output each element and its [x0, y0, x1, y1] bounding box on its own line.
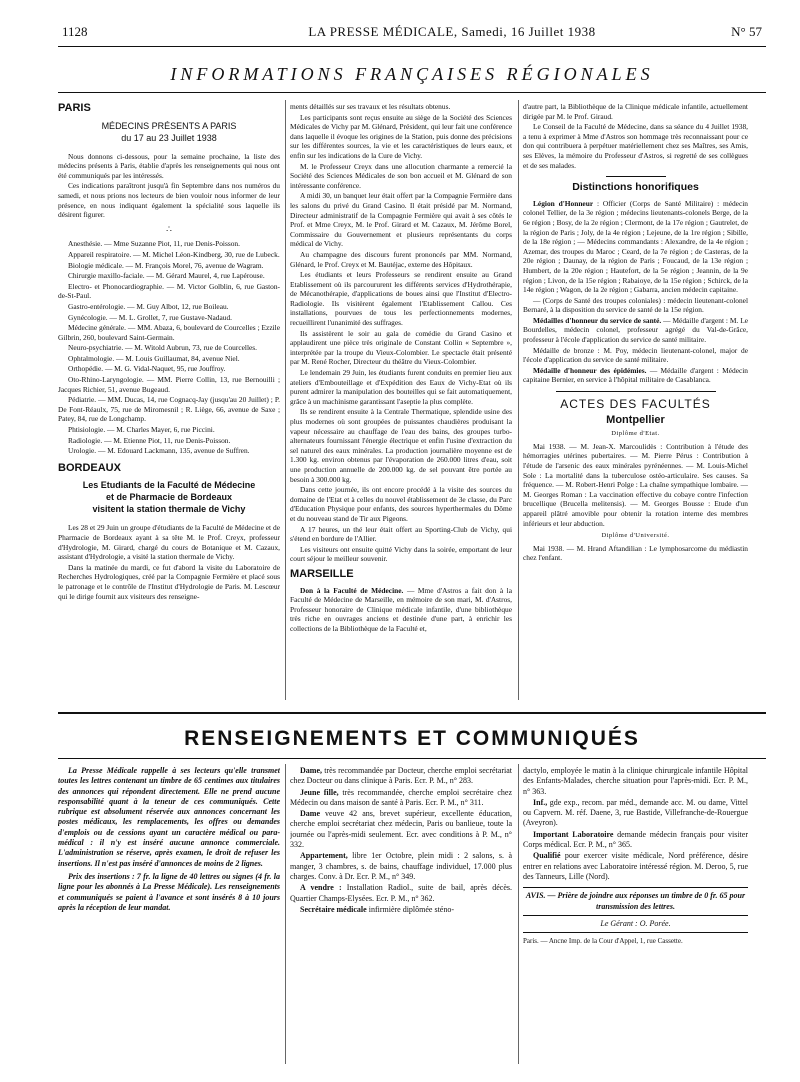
- notice-paragraph: Prix des insertions : 7 fr. la ligne de 40 lettres ou signes (4 fr. la ligne pour les abonnés à La Presse Médicale). Les renseignements et communiqués se paient à l'avance et sont insérés 8 à 10 jours après la réception de leur mandat.: [58, 871, 280, 912]
- paragraph: Ces indications paraîtront jusqu'à fin Septembre dans nos numéros du samedi, et nous prions nos lecteurs de bien vouloir nous informer de leur présence, en nous indiquant également la spécialité sous laquelle ils désirent figurer.: [58, 181, 280, 220]
- column-divider: [518, 764, 519, 1064]
- list-item: Neuro-psychiatrie. — M. Witold Aubrun, 73, rue de Courcelles.: [68, 343, 258, 353]
- section-paris: PARIS: [58, 102, 91, 114]
- paragraph: Dans la matinée du mardi, ce fut d'abord la visite du Laboratoire de Recherches Hydrologiques, créé par la Compagnie Fermière et placé sous le patronage et le contrôle de l'Institut d'Hydrologie de Paris. M. Lescœur qui le dirige fournit aux visiteurs des renseigne-: [58, 562, 280, 601]
- section-title: RENSEIGNEMENTS ET COMMUNIQUÉS: [184, 727, 640, 750]
- classified-ad: [290, 905, 512, 915]
- paragraph: Au champagne des discours furent prononcés par MM. Normand, Glénard, le Prof. Creyx et M. Bautéjac, externe des Hôpitaux.: [290, 249, 512, 269]
- classified-ad: [523, 830, 748, 851]
- title-line: du 17 au 23 Juillet 1938: [121, 132, 217, 143]
- item-text: — Médaille d'argent : Médecin capitaine Bernier, en service à l'hôpital militaire de Casablanca.: [523, 365, 748, 385]
- ad-text: veuve 42 ans, brevet supérieur, excellente éducation, cherche emploi secrétariat chez médecin, Paris ou banlieue, toute la journée ou l'après-midi seulement. Ecr. avec conditions à P. M., n° 332.: [290, 809, 512, 850]
- list-item: Urologie. — M. Edouard Lackmann, 135, avenue de Suffren.: [68, 446, 250, 456]
- list-item: Radiologie. — M. Etienne Piot, 11, rue Denis-Poisson.: [68, 435, 231, 445]
- article-title: [58, 479, 280, 515]
- ad-text: infirmière diplômée sténo-: [366, 904, 455, 914]
- paragraph: Médaille de bronze : M. Poy, médecin lieutenant-colonel, major de l'école d'application du service de santé militaire.: [523, 345, 748, 365]
- ad-heading: Jeune fille,: [300, 787, 339, 797]
- issue-number: N° 57: [731, 24, 762, 39]
- ad-heading: Qualifié: [533, 851, 561, 861]
- paragraph: [523, 366, 748, 385]
- list-item: Gastro-entérologie. — M. Guy Albot, 12, rue Boileau.: [68, 301, 229, 311]
- section-bordeaux: BORDEAUX: [58, 461, 121, 474]
- ad-heading: Inf.,: [533, 797, 548, 807]
- list-item: Chirurgie maxillo-faciale. — M. Gérard Maurel, 4, rue Lapérouse.: [68, 271, 265, 281]
- ad-heading: Important Laboratoire: [533, 829, 614, 839]
- paragraph: A midi 30, un banquet leur était offert par la Compagnie Fermière dans les salons du privé du Grand Casino. Il était présidé par M. Normand, Directeur administratif de la Compagnie Fermière qui avait à ses côtés le Prof. et Mme Creyx, M. le Prof. Girard et M. Cazaux, M. Jérôme Borel, Commissaire du Gouvernement et plusieurs représentants du corps médical de Vichy.: [290, 191, 512, 249]
- paragraph: — (Corps de Santé des troupes coloniales) : médecin lieutenant-colonel Bernaré, à la disposition du service de santé de la 15e région.: [523, 295, 748, 315]
- notice-paragraph: La Presse Médicale rappelle à ses lecteurs qu'elle transmet toutes les lettres contenant un timbre de 65 centimes aux titulaires des annonces qui répondent directement. Elle ne prend aucune responsabilité quant à la teneur de ces communiqués. Cette rubrique est absolument réservée aux annonces concernant les postes médicaux, les remplacements, les offres ou demandes d'emplois ou de cessions ayant un caractère médical ou para-médical : il n'y est inséré aucune annonce commerciale. L'administration se réserve, après examen, le droit de refuser les insertions. Il n'est pas inséré d'annonces de moins de 2 lignes.: [58, 766, 280, 868]
- list-item: Pédiatrie. — MM. Ducas, 14, rue Cognacq-Jay (jusqu'au 20 Juillet) ; P. De Font-Réaulx, 75, rue de Miromesnil ; R. Liège, 66, avenue de Saxe ; Patey, 84, rue de Longchamp.: [58, 395, 280, 424]
- section-rule: [58, 758, 766, 759]
- section-distinctions: Distinctions honorifiques: [572, 181, 699, 194]
- title-line: Les Etudiants de la Faculté de Médecine: [82, 480, 256, 491]
- bottom-column-3: [523, 766, 748, 1066]
- city-heading: Montpellier: [606, 413, 665, 426]
- ad-text: très recommandée par Docteur, cherche emploi secrétariat chez Docteur ou dans clinique à Paris. Ecr. P. M., n° 283.: [290, 766, 512, 786]
- column-2: [290, 102, 512, 702]
- list-item: Gynécologie. — M. L. Grollet, 7, rue Gustave-Nadaud.: [68, 312, 232, 322]
- separator-rule: [556, 391, 716, 392]
- item-heading: Médaille d'honneur des épidémies.: [533, 365, 647, 375]
- classified-ad: [290, 788, 512, 809]
- separator-rule: [523, 887, 748, 888]
- ad-heading: A vendre :: [300, 883, 342, 893]
- separator-mark: ∴: [166, 223, 172, 234]
- bottom-column-2: [290, 766, 512, 1066]
- title-line: et de Pharmacie de Bordeaux: [105, 492, 233, 503]
- paragraph: Ils se rendirent ensuite à la Centrale Thermatique, splendide usine des plus modernes où sont groupées de puissantes chaudières produisant la vapeur nécessaire au chauffage de l'eau des bains, des groupes turbo-alternateurs fournissant l'énergie électrique et enfin l'usine d'extraction du sel naturel des eaux minérales. La production journalière moyenne est de 1.300 kg. environ obtenus par l'évaporation de 260.000 litres d'eau, soit une production annuelle de 200.000 kg. de sel pouvant être portée au besoin à 300.000 kg.: [290, 407, 512, 484]
- article-title: [58, 120, 280, 144]
- column-1: [58, 102, 280, 702]
- paragraph: [523, 199, 748, 295]
- paragraph: Les 28 et 29 Juin un groupe d'étudiants de la Faculté de Médecine et de Pharmacie de Bordeaux ayant à sa tête M. le Prof. Creyx, professeur d'Hydrologie, M. Girard, chargé du cours de Botanique et M. Cazaux, assistant d'Hydrologie, a visité la station thermale de Vichy.: [58, 523, 280, 562]
- gerant-line: Le Gérant : O. Porée.: [600, 918, 671, 928]
- ad-text: Installation Radiol., suite de bail, après décès. Quartier Champs-Elysées. Ecr. P. M., n° 362.: [290, 883, 512, 903]
- column-divider: [285, 764, 286, 1064]
- section-actes: ACTES DES FACULTÉS: [560, 397, 711, 412]
- list-item: Oto-Rhino-Laryngologie. — MM. Pierre Collin, 13, rue Bernouilli ; Jacques Richier, 51, avenue Bugeaud.: [58, 375, 280, 394]
- paragraph: Nous donnons ci-dessous, pour la semaine prochaine, la liste des médecins présents à Paris, établie d'après les renseignements qui nous ont été communiqués par les intéressés.: [58, 151, 280, 180]
- item-heading: Médailles d'honneur du service de santé.: [533, 315, 662, 325]
- printer-line: Paris. — Ancne Imp. de la Cour d'Appel, 1, rue Cassette.: [523, 937, 683, 946]
- ad-text: libre 1er Octobre, plein midi : 2 salons, s. à manger, 3 chambres, s. de bains, chauffage individuel, 17.000 plus charges. Conv. à Dr. Ecr. P. M., n° 349.: [290, 851, 512, 881]
- ad-text: très recommandée, cherche emploi secrétaire chez Médecin ou dans maison de santé à Paris. Ecr. P. M., n° 311.: [290, 787, 512, 807]
- classified-ad: [290, 766, 512, 787]
- list-item: Anesthésie. — Mme Suzanne Piot, 11, rue Denis-Poisson.: [68, 239, 240, 249]
- list-item: Biologie médicale. — M. François Morel, 76, avenue de Wagram.: [68, 260, 264, 270]
- classified-ad: [290, 851, 512, 882]
- paragraph: Les participants sont reçus ensuite au siège de la Société des Sciences Médicales de Vichy par M. Glénard, Président, qui leur fait une conférence dans laquelle il évoque les origines de la Station, puis donne des précisions sur les différentes sources, la vie et les caractéristiques de leurs eaux, et enfin sur les indications de la Cure de Vichy.: [290, 112, 512, 160]
- item-text: — Mme d'Astros a fait don à la Faculté de Médecine de Marseille, en mémoire de son mari, M. d'Astros, Professeur honoraire de Clinique médicale infantile, d'une bibliothèque très riche en ouvrages anciens et destinée d'une part, à enrichir les collections de la Bibliothèque de la Faculté et,: [290, 585, 512, 633]
- list-item: Phtisiologie. — M. Charles Mayer, 6, rue Piccini.: [68, 425, 215, 435]
- paragraph: Dans cette journée, ils ont encore procédé à la visite des sources du domaine de l'Etat et à celles du nouvel établissement de 3e classe, du Parc d'Education Physique pour enfants, des sources hyperthermales du Dôme et du nouveau stand de Tir aux Pigeons.: [290, 485, 512, 523]
- ad-heading: Secrétaire médicale: [300, 904, 367, 914]
- section-banner: INFORMATIONS FRANÇAISES RÉGIONALES: [170, 64, 654, 84]
- ad-heading: Dame,: [300, 766, 322, 775]
- paragraph: Le Conseil de la Faculté de Médecine, dans sa séance du 4 Juillet 1938, a tenu à exprimer à Mme d'Astros son hommage très reconnaissant pour ce don qui contribuera à perpétuer matériellement chez ses Maîtres, ses Amis, ses Elèves, la mémoire du Professeur d'Astros, si regretté de ses collègues et de ses malades.: [523, 122, 748, 170]
- ad-text: demande médecin français pour visiter Corps médical. Ecr. P. M., n° 365.: [523, 829, 748, 850]
- paragraph: d'autre part, la Bibliothèque de la Clinique médicale infantile, actuellement dirigée par M. le Prof. Giraud.: [523, 102, 748, 121]
- item-text: : Officier (Corps de Santé Militaire) : médecin colonel Tellier, de la 3e région ; médecins lieutenants-colonels Berge, de la 6e région ; Bosy, de la 2e région ; Clermont, de la 17e région ; Gautrelet, de la région de Paris ; Joly, de la 4e région ; Lejeune, de la 1re région ; Sibille, de la 18e région ; — Médecins commandants : Alexandre, de la 4e région ; Azemar, des troupes du Maroc ; Ceard, de la 7e région ; de Casteras, de la 20e région ; Daunay, de la région de Paris ; Foucaud, de la 13e région ; Humbert, de la 20e région ; Hautefort, de la 5e région ; Jeannin, de la 9e région ; Livon, de la 15e région ; Rabaioye, de la 15e région ; Schirck, de la 14e région ; Wagon, de la 2e région ; Gabarra, ancien médecin capitaine.: [523, 198, 748, 295]
- title-line: MÉDECINS PRÉSENTS A PARIS: [101, 120, 237, 131]
- column-divider: [518, 100, 519, 700]
- item-heading: Légion d'Honneur: [533, 198, 594, 208]
- list-item: Orthopédie. — M. G. Vidal-Naquet, 95, rue Jouffroy.: [68, 364, 226, 374]
- header-rule: [58, 46, 766, 47]
- paragraph: Mai 1938. — M. Jean-X. Marcoulidès : Contribution à l'étude des hémorragies utérines pubertaires. — M. Pierre Pérus : Contribution à l'étude de l'arsenic des eaux minérales pyrénéennes. — M. Louis-Michel Sole : La mortalité dans la tuberculose ostéo-articulaire. Ses causes. Sa fréquence. — M. Robert-Henri Polge : La chaîne sympathique lombaire. — M. Georges Roman : La vaccination effective du cobaye contre l'infection brucellique (Brucella melitensis). — M. Georges Bousse : Etude d'un appareil plâtré amovible pour obtenir la rotation interne des membres inférieurs et leur abduction.: [523, 441, 748, 528]
- list-item: Appareil respiratoire. — M. Michel Léon-Kindberg, 30, rue de Lubeck.: [68, 249, 280, 259]
- paragraph: M. le Professeur Creyx dans une allocution charmante a remercié la Société des Sciences Médicales de son bon accueil et M. Glénard de son intéressante conférence.: [290, 161, 512, 190]
- column-3: [523, 102, 748, 702]
- paragraph: [290, 586, 512, 634]
- page-header: [62, 24, 762, 44]
- paragraph: Mai 1938. — M. Hrand Aftandilian : Le lymphosarcome du médiastin chez l'enfant.: [523, 543, 748, 563]
- item-heading: Don à la Faculté de Médecine.: [300, 585, 404, 595]
- classified-ad: [523, 798, 748, 829]
- avis-notice: AVIS. — Prière de joindre aux réponses un timbre de 0 fr. 65 pour transmission des lettres.: [525, 891, 746, 911]
- section-marseille: MARSEILLE: [290, 567, 354, 580]
- classified-ad: [523, 851, 748, 882]
- column-divider: [285, 100, 286, 700]
- subheading: Diplôme d'Etat.: [611, 430, 660, 438]
- page-number: 1128: [62, 24, 88, 39]
- paragraph: ments détaillés sur ses travaux et les résultats obtenus.: [290, 102, 451, 111]
- separator-rule: [606, 176, 666, 177]
- separator-rule: [523, 932, 748, 933]
- physician-list: [58, 239, 280, 455]
- list-item: Ophtalmologie. — M. Louis Guillaumat, 84, avenue Niel.: [68, 353, 240, 363]
- item-text: — Médaille d'argent : M. Le Bourdelles, médecin colonel, professeur agrégé du Val-de-Grâce, professeur à l'école d'application du service de santé militaire.: [523, 315, 748, 345]
- section-rule: [58, 712, 766, 714]
- ad-text: pour exercer visite médicale, Nord préférence, désire entrer en relations avec Laboratoire intéressé région. M. Deroo, 5, rue des Tanneurs, Lille (Nord).: [523, 851, 748, 881]
- ad-heading: Appartement,: [300, 851, 348, 861]
- classified-list: [523, 798, 748, 882]
- list-item: Médecine générale. — MM. Abaza, 6, boulevard de Courcelles ; Ezzile Gilbrin, 260, boulevard Saint-Germain.: [58, 323, 280, 342]
- paragraph: Ils assistèrent le soir au gala de comédie du Grand Casino et applaudirent une pièce très originale de Constant Collin « Septembre », interprétée par la troupe du Vieux-Colombier. Le spectacle était présenté par M. René Rocher, Directeur du théâtre du Vieux-Colombier.: [290, 328, 512, 367]
- paragraph: A 17 heures, un thé leur était offert au Sporting-Club de Vichy, qui s'étend en bordure de l'Allier.: [290, 524, 512, 544]
- ad-text: gde exp., recom. par méd., demande acc. M. ou dame, Vittel ou Capvern. M. réf. Daene, 3, rue Bastide, Villefranche-de-Rouergue (Aveyron).: [523, 797, 748, 828]
- paragraph: Les étudiants et leurs Professeurs se rendirent ensuite au Grand Etablissement où ils parcoururent les différents services d'Hydrothérapie, de Mécanothérapie, d'applications de boues ainsi que l'Institut d'Electro-Radiologie. Ils visitèrent également l'Etablissement Callou. Ces installations, pourvues de tous les perfectionnements modernes, recueillirent l'unanimité des suffrages.: [290, 270, 512, 328]
- masthead: LA PRESSE MÉDICALE, Samedi, 16 Juillet 1938: [308, 24, 596, 39]
- classified-ad: dactylo, employée le matin à la clinique chirurgicale infantile Hôpital des Enfants-Malades, cherche situation pour l'après-midi. Ecr. P. M., n° 363.: [523, 766, 748, 796]
- paragraph: Les visiteurs ont ensuite quitté Vichy dans la soirée, emportant de leur court séjour le meilleur souvenir.: [290, 544, 512, 564]
- paragraph: [523, 316, 748, 345]
- paragraph: Le lendemain 29 Juin, les étudiants furent conduits en premier lieu aux ateliers d'Embouteillage et d'Expédition des Eaux de Vichy-Etat où ils purent admirer la manipulation des bouteilles qui se fait automatiquement, grâce à un machinisme garantissant l'aseptie la plus complète.: [290, 368, 512, 406]
- classified-ad: [290, 883, 512, 904]
- bottom-column-1: [58, 766, 280, 1066]
- title-line: visitent la station thermale de Vichy: [92, 504, 246, 515]
- list-item: Electro- et Phonocardiographie. — M. Victor Golblin, 6, rue Gaston-de-St-Paul.: [58, 281, 280, 301]
- ad-heading: Dame: [300, 809, 320, 819]
- classified-ad: [290, 809, 512, 850]
- separator-rule: [523, 915, 748, 916]
- banner-rule: [58, 92, 766, 93]
- subheading: Diplôme d'Université.: [601, 532, 670, 540]
